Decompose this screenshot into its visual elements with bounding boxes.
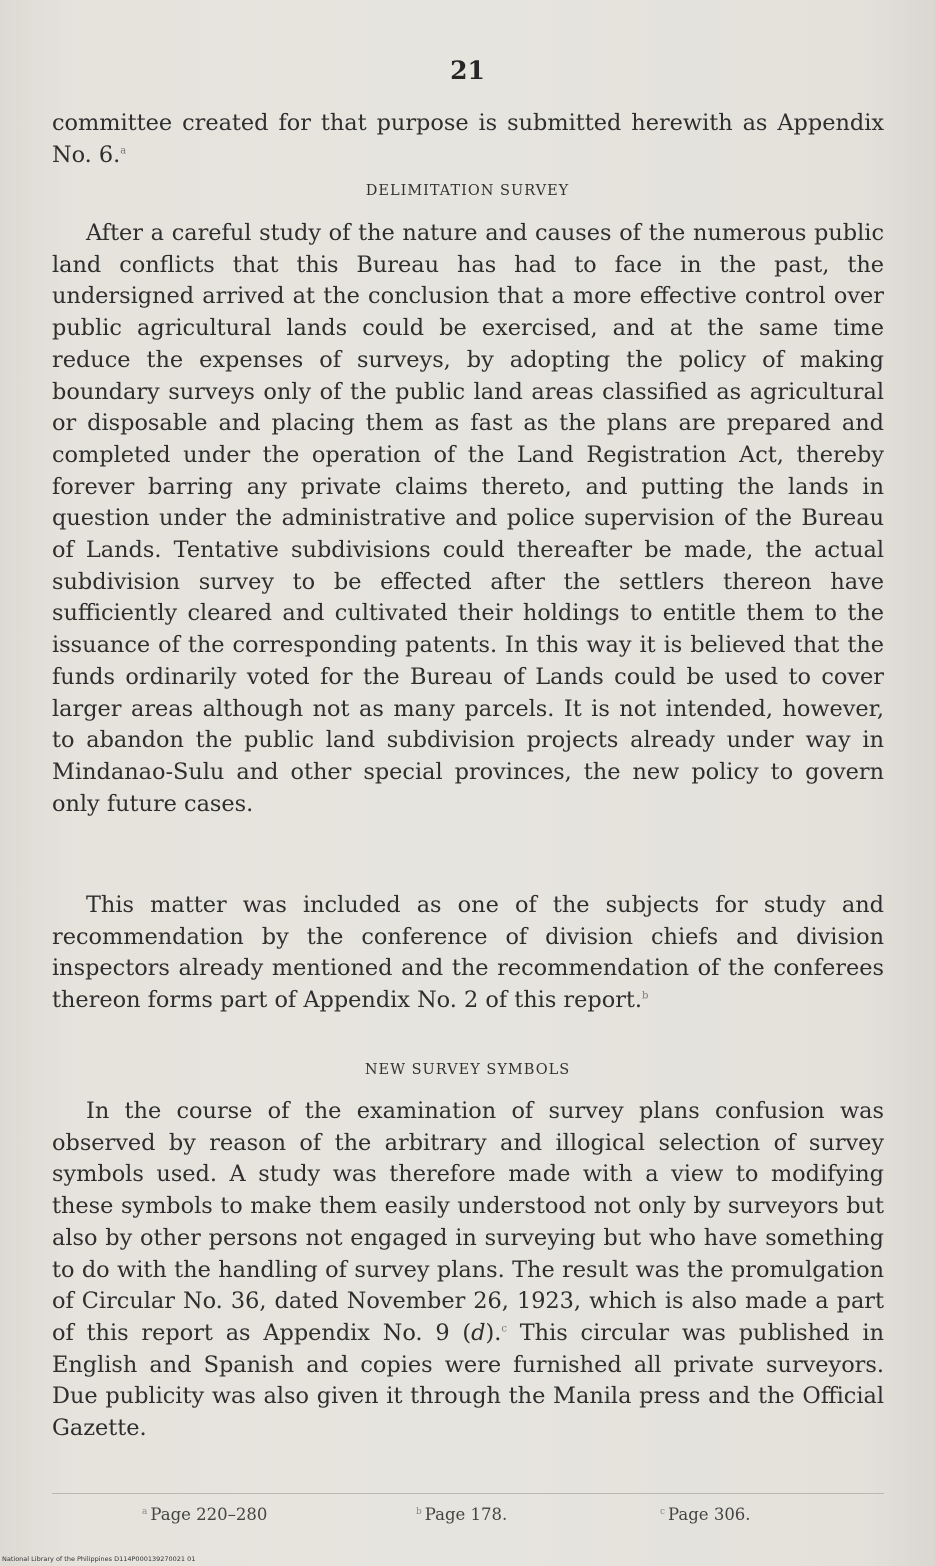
footnote-text: Page 306. bbox=[668, 1505, 751, 1524]
delimitation-text-1: After a careful study of the nature and causes of the numerous public land conflicts that this Bureau has had to face in the past, the undersigned arrived at the conclusion that a more effective control over public agricultural lands could be exercised, and at the same time reduce the expenses of surveys, by adopting the policy of making boundary surveys only of the public land areas classified as agricultural or disposable and placing them as fast as the plans are prepared and completed under the operation of the Land Registration Act, thereby forever barring any private claims thereto, and putting the lands in question under the administrative and police supervision of the Bureau of Lands. Tentative subdivisions could thereafter be made, the actual subdivision survey to be effected after the settlers thereon have sufficiently cleared and cultivated their holdings to entitle them to the issuance of the corresponding patents. In this way it is believed that the funds ordinarily voted for the Bureau of Lands could be used to cover larger areas although not as many parcels. It is not intended, however, to abandon the public land subdivision projects already under way in Mindanao-Sulu and other special provinces, the new policy to govern only future cases. bbox=[52, 220, 884, 817]
footnote-mark: b bbox=[416, 1506, 422, 1517]
footnote-ref-a: a bbox=[120, 145, 127, 157]
symbols-text-italic: d bbox=[471, 1319, 486, 1346]
footnote-text: Page 178. bbox=[424, 1505, 508, 1524]
footnote-b bbox=[416, 1505, 507, 1524]
footnote-text: Page 220–280 bbox=[150, 1505, 268, 1524]
symbols-text-b: ). bbox=[485, 1319, 502, 1346]
footnote-mark: c bbox=[660, 1506, 666, 1517]
intro-text: committee created for that purpose is submitted herewith as Appendix No. 6. bbox=[52, 110, 884, 168]
symbols-text-a: In the course of the examination of survey plans confusion was observed by reason of the arbitrary and illogical selection of survey symbols used. A study was therefore made with a view to modifying these symbols to make them easily understood not only by surveyors but also by other persons not engaged in surveying but who have something to do with the handling of survey plans. The result was the promulgation of Circular No. 36, dated November 26, 1923, which is also made a part of this report as Appendix No. 9 ( bbox=[52, 1098, 884, 1346]
intro-paragraph bbox=[52, 108, 884, 171]
footnote-ref-b: b bbox=[642, 990, 649, 1002]
delimitation-paragraph-1 bbox=[52, 218, 884, 820]
section-heading-symbols: NEW SURVEY SYMBOLS bbox=[364, 1062, 571, 1078]
footnote-divider bbox=[52, 1493, 884, 1494]
symbols-paragraph bbox=[52, 1096, 884, 1445]
delimitation-text-2: This matter was included as one of the subjects for study and recommendation by the conference of division chiefs and division inspectors already mentioned and the recommendation of the conferees thereon forms part of Appendix No. 2 of this report. bbox=[52, 892, 884, 1014]
page-number: 21 bbox=[450, 56, 485, 85]
footnote-c bbox=[660, 1505, 751, 1524]
footnotes bbox=[0, 1505, 935, 1535]
section-heading-delimitation: DELIMITATION SURVEY bbox=[365, 183, 570, 199]
footnote-mark: a bbox=[142, 1506, 148, 1517]
library-watermark: National Library of the Philippines D114P000139270021 01 bbox=[2, 1555, 196, 1563]
footnote-ref-c: c bbox=[501, 1323, 507, 1335]
footnote-a bbox=[142, 1505, 267, 1524]
delimitation-paragraph-2 bbox=[52, 890, 884, 1017]
symbols-text-c: This circular was published in English and Spanish and copies were furnished all private surveyors. Due publicity was also given it through the Manila press and the Official Gazette. bbox=[52, 1319, 884, 1442]
